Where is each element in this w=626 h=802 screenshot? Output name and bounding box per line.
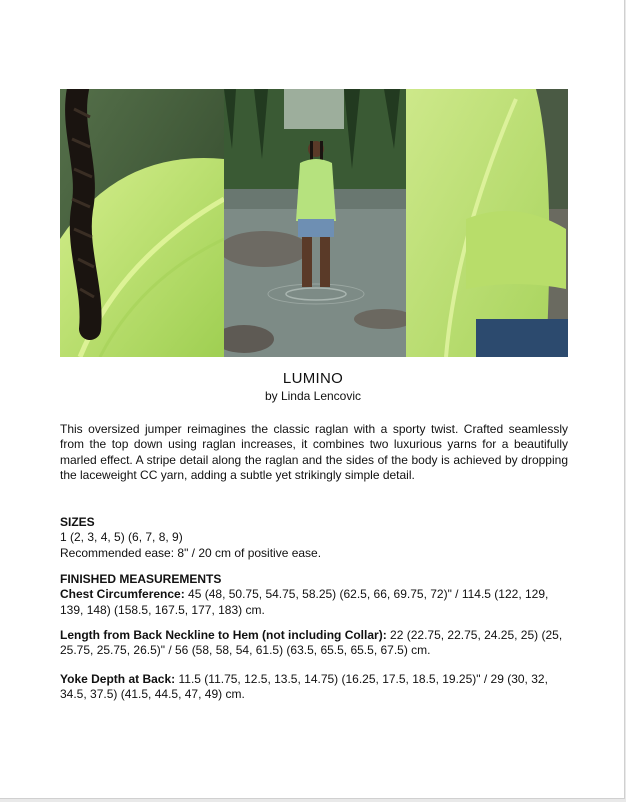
photo-strip: [60, 89, 568, 357]
sizes-heading: SIZES: [60, 515, 95, 529]
sizes-ease: Recommended ease: 8" / 20 cm of positive ease.: [60, 545, 322, 560]
pattern-author: by Linda Lencovic: [264, 389, 362, 403]
sizes-section: [60, 515, 568, 561]
chest-measurement: [60, 587, 568, 618]
sizes-list: 1 (2, 3, 4, 5) (6, 7, 8, 9): [60, 530, 183, 545]
photo-sweater-shoulder-closeup: [60, 89, 224, 357]
intro-paragraph: This oversized jumper reimagines the classic raglan with a sporty twist. Crafted seamlessly from the top down using raglan increases, it combines two luxurious yarns for a beautifully marled effect. A stripe detail along the raglan and the sides of the body is achieved by dropping the laceweight CC yarn, adding a subtle yet strikingly simple detail.: [60, 422, 568, 483]
finished-measurements-section: [60, 572, 568, 618]
photo-model-standing-in-lake: [224, 89, 406, 357]
length-label: Length from Back Neckline to Hem (not including Collar):: [60, 628, 387, 642]
yoke-value: 11.5 (11.75, 12.5, 13.5, 14.75) (16.25, 17.5, 18.5, 19.25)" / 29 (30, 32, 34.5, 37.5) (41.5, 44.5, 47, 49) cm.: [60, 672, 548, 702]
pattern-title: LUMINO: [282, 370, 344, 387]
photo-sweater-side-closeup: [406, 89, 568, 357]
length-section: [60, 628, 568, 659]
chest-value: 45 (48, 50.75, 54.75, 58.25) (62.5, 66, 69.75, 72)" / 114.5 (122, 129, 139, 148) (158.5, 167.5, 177, 183) cm.: [60, 587, 549, 617]
length-value: 22 (22.75, 22.75, 24.25, 25) (25, 25.75, 25.75, 26.5)" / 56 (58, 58, 54, 61.5) (63.5, 65.5, 65.5, 67.5) cm.: [60, 628, 563, 658]
chest-label: Chest Circumference:: [60, 587, 185, 602]
length-measurement: [60, 628, 568, 659]
yoke-section: [60, 672, 568, 703]
finished-heading: FINISHED MEASUREMENTS: [60, 572, 222, 586]
yoke-label: Yoke Depth at Back:: [60, 672, 176, 686]
yoke-measurement: [60, 672, 568, 703]
